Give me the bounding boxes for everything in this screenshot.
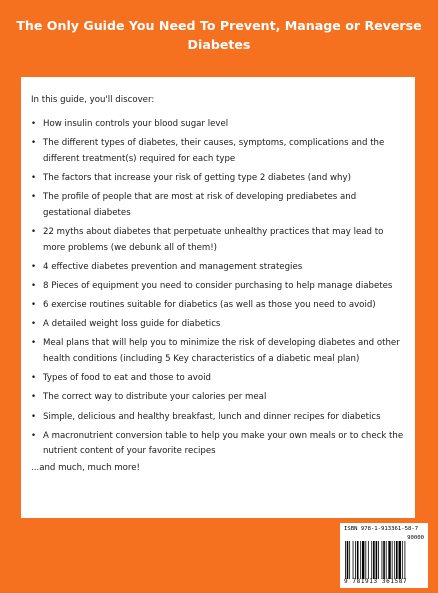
list-item [31,429,413,460]
price-code: 90000 [407,535,424,541]
list-item [31,317,413,333]
list-item-line: The factors that increase your risk of getting type 2 diabetes (and why) [43,172,351,183]
list-item [31,136,413,167]
list-item-line: A macronutrient conversion table to help you make your own meals or to check the [43,430,404,441]
headline-line-1: The Only Guide You Need To Prevent, Manage or Reverse [16,18,422,33]
content-panel [21,77,415,518]
bullet-icon: • [31,300,37,311]
list-item-line: more problems (we debunk all of them!) [43,242,218,253]
list-item [31,117,413,133]
bullet-icon: • [31,392,37,403]
bullet-icon: • [31,119,37,129]
list-item [31,171,413,187]
ean-number: 9 781913 361587 [344,578,408,585]
barcode-icon [344,541,424,579]
list-item [31,410,413,426]
list-item-line: health conditions (including 5 Key characteristics of a diabetic meal plan) [43,354,360,365]
list-item-line: gestational diabetes [43,207,131,218]
list-item [31,190,413,221]
list-item-line: A detailed weight loss guide for diabetics [43,319,221,330]
list-item-line: The profile of people that are most at risk of developing prediabetes and [43,192,357,203]
feature-list [31,117,413,464]
list-item-line: 6 exercise routines suitable for diabetics (as well as those you need to avoid) [43,300,376,311]
list-item-line: 8 Pieces of equipment you need to consider purchasing to help manage diabetes [43,280,393,291]
bullet-icon: • [31,280,37,291]
list-item-line: The different types of diabetes, their causes, symptoms, complications and the [43,138,385,149]
list-item [31,279,413,295]
bullet-icon: • [31,411,37,422]
bullet-icon: • [31,226,37,237]
list-item-line: Simple, delicious and healthy breakfast, lunch and dinner recipes for diabetics [43,411,381,422]
list-item-line: How insulin controls your blood sugar level [43,119,229,129]
list-item [31,260,413,276]
bullet-icon: • [31,172,37,183]
bullet-icon: • [31,261,37,272]
bullet-icon: • [31,192,37,203]
list-item-line: nutrient content of your favorite recipes [43,446,216,457]
list-item [31,336,413,367]
isbn-text: ISBN 978-1-913361-58-7 [344,526,419,532]
list-item [31,225,413,256]
headline-line-2: Diabetes [187,37,251,52]
intro-text: In this guide, you'll discover: [31,95,155,105]
list-item [31,390,413,406]
barcode-box [340,523,428,588]
bullet-icon: • [31,373,37,384]
list-item-line: 4 effective diabetes prevention and management strategies [43,261,303,272]
cover-headline [0,16,438,54]
list-item-line: different treatment(s) required for each type [43,153,236,164]
bullet-icon: • [31,338,37,349]
list-item [31,298,413,314]
bullet-icon: • [31,319,37,330]
bullet-icon: • [31,430,37,441]
outro-text: ...and much, much more! [31,463,140,473]
list-item-line: 22 myths about diabetes that perpetuate unhealthy practices that may lead to [43,226,384,237]
list-item-line: Types of food to eat and those to avoid [43,373,211,384]
list-item-line: Meal plans that will help you to minimize the risk of developing diabetes and other [43,338,400,349]
bullet-icon: • [31,138,37,149]
list-item [31,371,413,387]
list-item-line: The correct way to distribute your calories per meal [43,392,267,403]
